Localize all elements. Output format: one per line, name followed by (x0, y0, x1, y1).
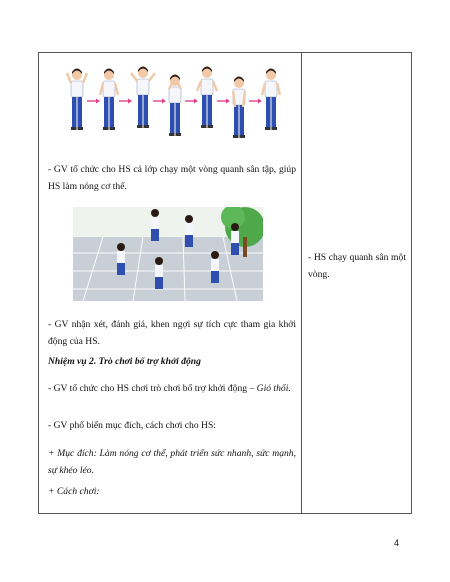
paragraph-students-run: - HS chạy quanh sân một vòng. (308, 252, 406, 280)
page-number: 4 (394, 538, 400, 548)
paragraph-purpose: + Mục đích: Làm nóng cơ thể, phát triển sức nhanh, sức mạnh, sự khéo léo. (48, 448, 296, 476)
warmup-exercise-illustration (63, 57, 283, 143)
game-name: Gió thổi. (256, 383, 291, 394)
game-intro-text: - GV tổ chức cho HS chơi trò chơi bổ trợ khởi động – (48, 383, 257, 394)
paragraph-teacher-feedback: - GV nhận xét, đánh giá, khen ngợi sự tích cực tham gia khởi động của HS. (48, 319, 296, 347)
student-activity-column (302, 53, 411, 513)
task-2-heading: Nhiệm vụ 2. Trò chơi bổ trợ khởi động (48, 356, 201, 367)
lesson-table (38, 52, 412, 514)
paragraph-game-intro (48, 380, 296, 397)
paragraph-how-to-play: + Cách chơi: (48, 486, 100, 497)
paragraph-explain-rules: - GV phổ biến mục đích, cách chơi cho HS: (48, 420, 216, 431)
running-kids-illustration (73, 207, 263, 301)
paragraph-run-lap: - GV tổ chức cho HS cả lớp chạy một vòng quanh sân tập, giúp HS làm nóng cơ thể. (48, 164, 296, 192)
teacher-activity-column (39, 53, 301, 513)
